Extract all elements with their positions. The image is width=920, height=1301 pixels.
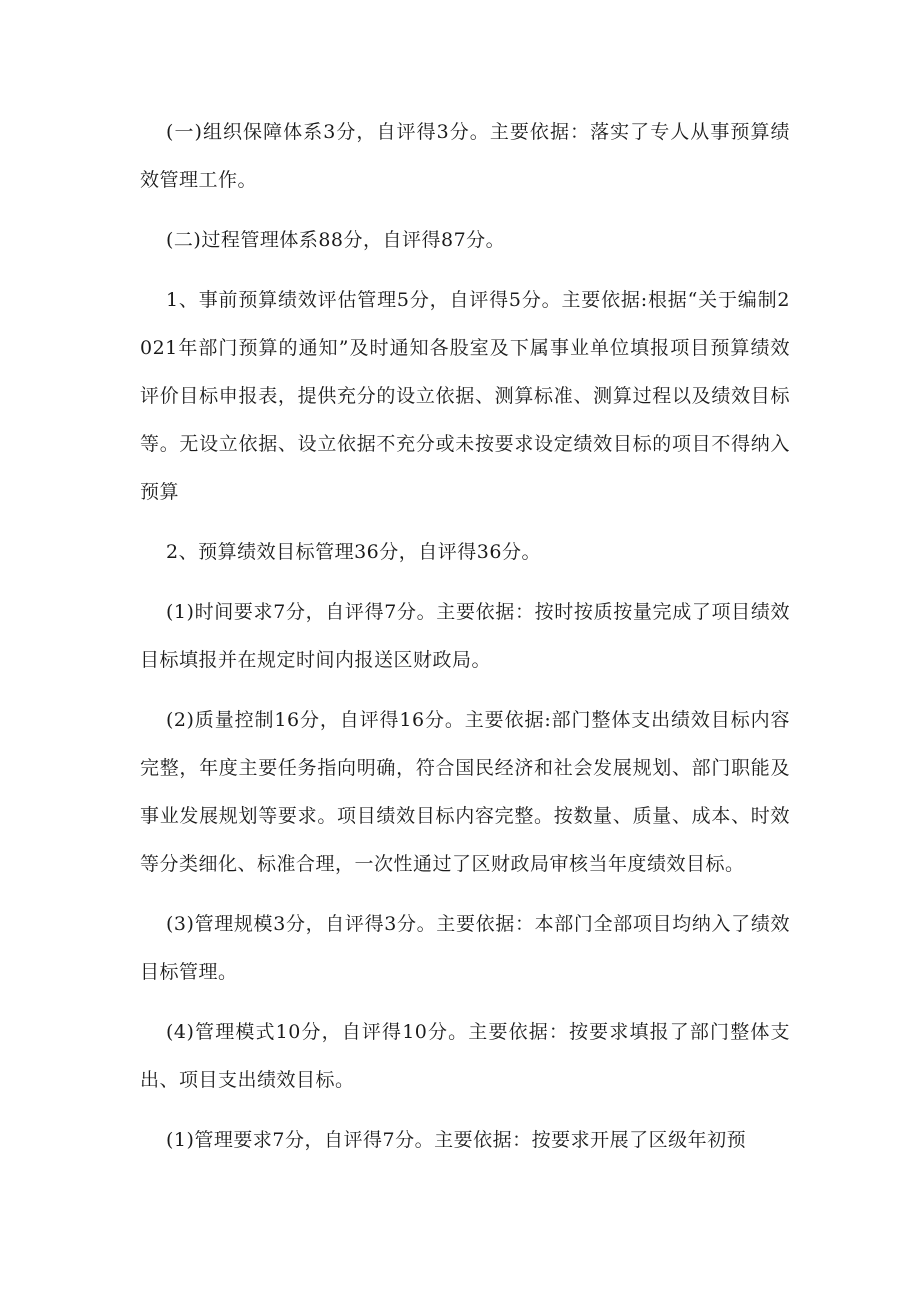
paragraph-quality-control: (2)质量控制16分，自评得16分。主要依据:部门整体支出绩效目标内容完整，年度主要任务指向明确，符合国民经济和社会发展规划、部门职能及事业发展规划等要求。项目绩效目标内容完整。按数量、质量、成本、时效等分类细化、标准合理，一次性通过了区财政局审核当年度绩效目标。	[140, 709, 790, 875]
paragraph-pre-assessment: 1、事前预算绩效评估管理5分，自评得5分。主要依据:根据“关于编制2021年部门预算的通知”及时通知各股室及下属事业单位填报项目预算绩效评价目标申报表，提供充分的设立依据、测算标准、测算过程以及绩效目标等。无设立依据、设立依据不充分或未按要求设定绩效目标的项目不得纳入预算	[140, 289, 790, 503]
paragraph-target-management: 2、预算绩效目标管理36分，自评得36分。	[166, 541, 541, 563]
document-body	[140, 108, 790, 1176]
paragraph-management-mode: (4)管理模式10分，自评得10分。主要依据：按要求填报了部门整体支出、项目支出绩效目标。	[140, 1021, 790, 1091]
paragraph-management-scale: (3)管理规模3分，自评得3分。主要依据：本部门全部项目均纳入了绩效目标管理。	[140, 913, 790, 983]
paragraph-management-requirement: (1)管理要求7分，自评得7分。主要依据：按要求开展了区级年初预	[166, 1129, 747, 1151]
paragraph-time-requirement: (1)时间要求7分，自评得7分。主要依据：按时按质按量完成了项目绩效目标填报并在规定时间内报送区财政局。	[140, 601, 790, 671]
paragraph-process-management: (二)过程管理体系88分，自评得87分。	[166, 229, 506, 251]
paragraph-organization-guarantee: (一)组织保障体系3分，自评得3分。主要依据：落实了专人从事预算绩效管理工作。	[140, 121, 790, 191]
